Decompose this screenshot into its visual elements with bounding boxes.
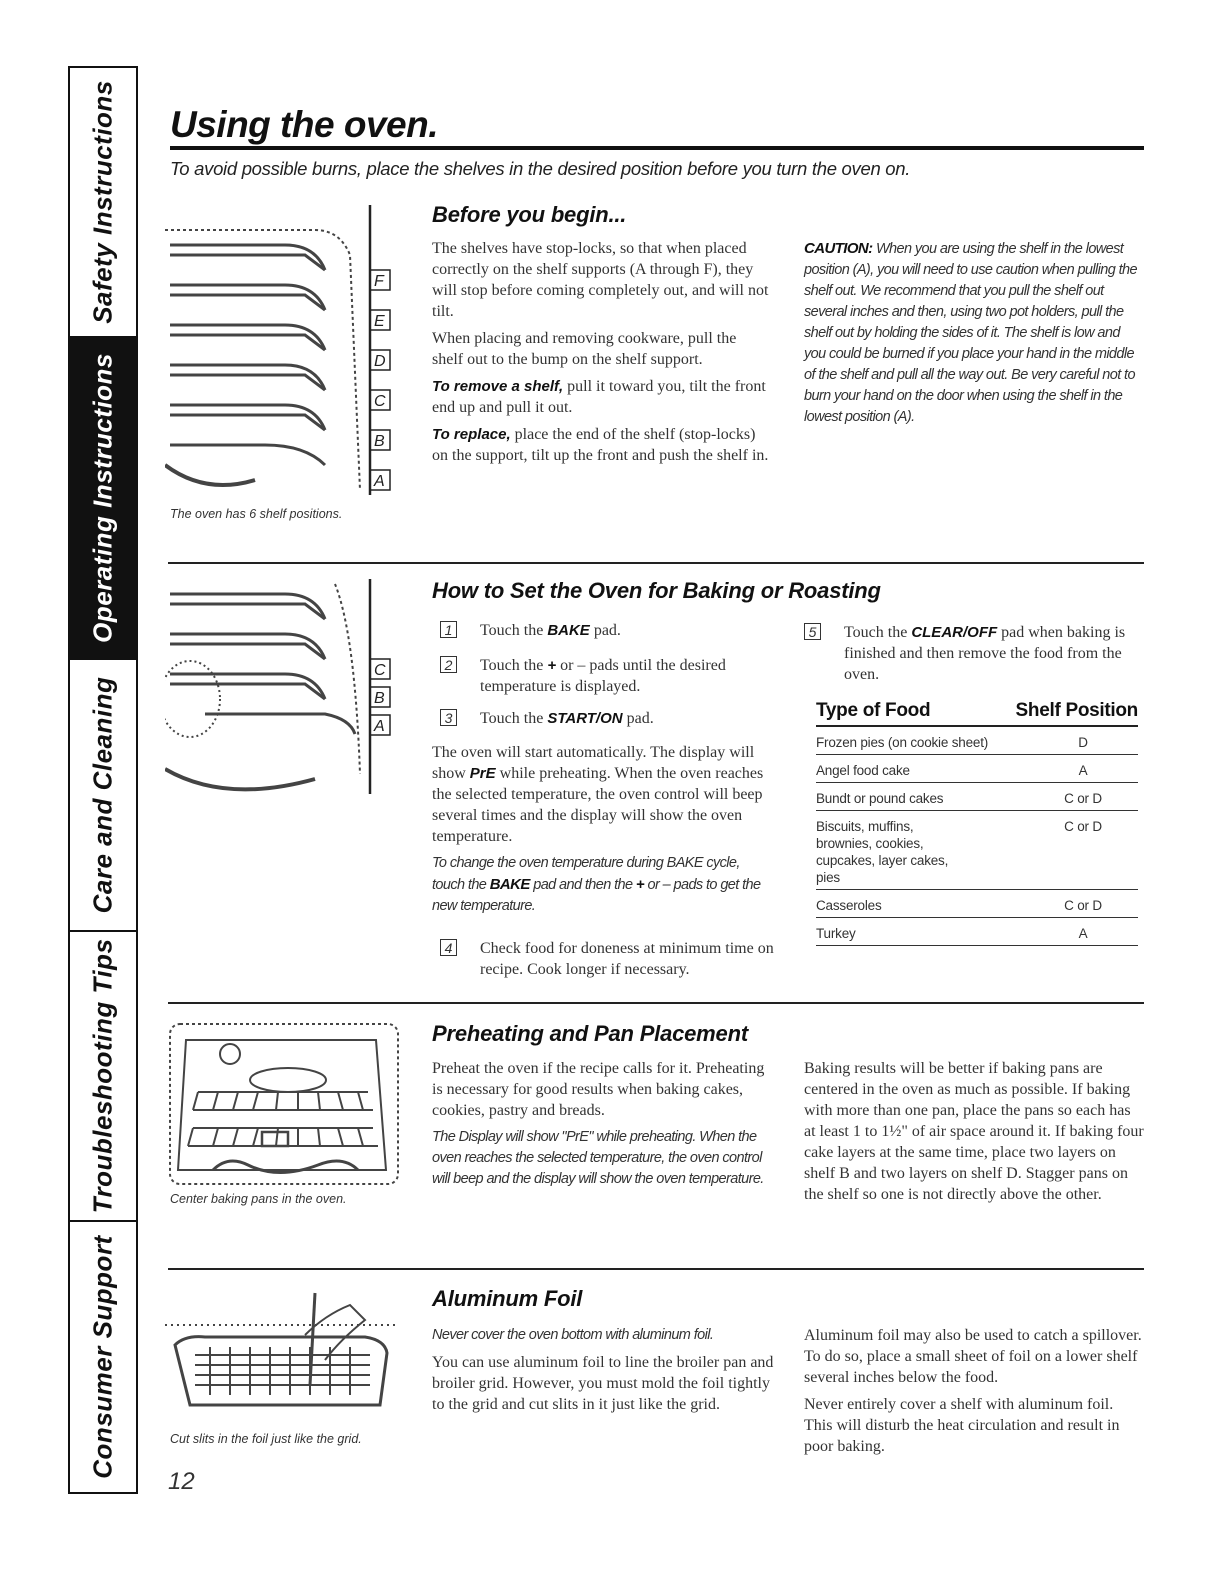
paragraph (432, 853, 772, 917)
shelf-letter: A (374, 718, 385, 735)
position-cell: C or D (1064, 898, 1102, 913)
lead-text: To remove a shelf, (432, 378, 564, 395)
oven-shelves-illustration (165, 200, 405, 500)
page-title: Using the oven. (170, 104, 438, 145)
tab-label: Consumer Support (87, 1235, 118, 1479)
food-cell: Angel food cake (816, 763, 910, 778)
food-cell: Turkey (816, 926, 856, 941)
table-row (816, 727, 1138, 755)
tab-label: Safety Instructions (87, 80, 118, 324)
step-number: 2 (440, 656, 457, 673)
section-divider (168, 562, 1144, 564)
food-cell: Biscuits, muffins, brownies, cookies, cupcakes, layer cakes, pies (816, 819, 949, 885)
shelf-letter: B (374, 690, 385, 707)
paragraph: The shelves have stop-locks, so that when placed correctly on the shelf supports (A through F), they will stop before coming completely out, and will not tilt. (432, 240, 769, 320)
key-name: CLEAR/OFF (911, 624, 998, 641)
section-heading-foil: Aluminum Foil (432, 1286, 583, 1311)
paragraph (432, 424, 770, 466)
step-number: 3 (440, 709, 457, 726)
shelf-letter: E (374, 313, 385, 330)
paragraph-text: or – pads to get the new temperature. (432, 877, 761, 914)
column-header: Shelf Position (1015, 700, 1138, 721)
shelf-letter: C (374, 393, 386, 410)
display-code: PrE (469, 765, 496, 782)
position-cell: D (1078, 735, 1088, 750)
step-text: Touch the (480, 622, 548, 639)
step-text: Touch the (844, 624, 912, 641)
food-cell: Bundt or pound cakes (816, 791, 944, 806)
table-row (816, 783, 1138, 811)
paragraph: When placing and removing cookware, pull the shelf out to the bump on the shelf support. (432, 330, 737, 368)
column-header: Type of Food (816, 700, 931, 721)
table-row (816, 890, 1138, 918)
step-text: pad. (622, 710, 654, 727)
shelf-caption: The oven has 6 shelf positions. (170, 507, 343, 521)
section-heading-before: Before you begin... (432, 202, 627, 227)
paragraph: Never cover the oven bottom with aluminum foil. (432, 1327, 714, 1343)
title-rule (170, 146, 1144, 150)
foil-caption: Cut slits in the foil just like the grid. (170, 1432, 362, 1446)
pan-caption: Center baking pans in the oven. (170, 1192, 347, 1206)
tab-label: Troubleshooting Tips (87, 938, 118, 1214)
position-cell: A (1078, 926, 1088, 941)
shelf-letter: F (374, 273, 384, 290)
paragraph-text: pad and then the (529, 877, 636, 893)
table-row (816, 918, 1138, 946)
oven-baking-illustration (165, 574, 405, 804)
section-divider (168, 1002, 1144, 1004)
step-text: Touch the (480, 657, 548, 674)
tab-troubleshooting-tips[interactable] (70, 932, 136, 1222)
step-text: or – pads until the desired temperature is displayed. (480, 657, 726, 695)
step-number: 5 (804, 623, 821, 640)
oven-pan-placement-illustration (168, 1020, 403, 1190)
paragraph-text: while preheating. When the oven reaches the selected temperature, the oven control will beep several times and the display will show the oven temperature. (432, 765, 764, 845)
caution-note (804, 238, 1144, 428)
paragraph: Baking results will be better if baking pans are centered in the oven as much as possible. If baking with more than one pan, place the pans so each has at least 1 to 1½" of air space around it. If baking four cake layers at the same time, place two layers on shelf B and two layers on shelf D. Stagger pans on the shelf so one is not directly above the other. (804, 1060, 1144, 1203)
step-text: Check food for doneness at minimum time on recipe. Cook longer if necessary. (480, 940, 774, 978)
tab-care-and-cleaning[interactable] (70, 660, 136, 932)
broiler-foil-illustration (165, 1285, 405, 1425)
sidebar-nav (68, 66, 138, 1494)
paragraph-text: pull it toward you, tilt the front end up and pull it out. (432, 378, 766, 416)
page-number: 12 (168, 1468, 195, 1495)
page-subtitle: To avoid possible burns, place the shelves in the desired position before you turn the oven on. (170, 158, 911, 179)
table-header (816, 700, 1138, 727)
shelf-letter: C (374, 662, 386, 679)
step-number: 1 (440, 621, 457, 638)
food-cell: Frozen pies (on cookie sheet) (816, 735, 989, 750)
position-cell: C or D (1064, 819, 1102, 834)
key-name: + (547, 657, 557, 674)
food-cell: Casseroles (816, 898, 882, 913)
tab-consumer-support[interactable] (70, 1222, 136, 1492)
step-text: pad when baking is finished and then remove the food from the oven. (844, 624, 1126, 683)
position-cell: A (1078, 763, 1088, 778)
shelf-letter: D (374, 353, 386, 370)
caution-text: When you are using the shelf in the lowest position (A), you will need to use caution when pulling the shelf out. We recommend that you pull the shelf out several inches and then, using two pot holders, pull the shelf out by holding the sides of it. The shelf is low and you could be burned if you place your hand in the middle of the shelf and pull all the way out. Be very careful not to burn your hand on the door when using the shelf in the lowest position (A). (804, 241, 1137, 425)
step-text: pad. (589, 622, 621, 639)
key-name: + (635, 876, 645, 893)
tab-safety-instructions[interactable] (70, 68, 136, 338)
pan-placement-body (804, 1058, 1144, 1211)
baking-body (432, 742, 772, 923)
caution-label: CAUTION: (804, 240, 873, 257)
paragraph: Aluminum foil may also be used to catch a spillover. To do so, place a small sheet of foil on a lower shelf several inches below the food. (804, 1327, 1142, 1386)
lead-text: To replace, (432, 426, 511, 443)
section-heading-preheating: Preheating and Pan Placement (432, 1021, 748, 1046)
step-number: 4 (440, 939, 457, 956)
foil-body-right (804, 1325, 1144, 1463)
paragraph-text: The oven will start automatically. The display will show (432, 744, 755, 782)
preheating-body (432, 1058, 777, 1196)
shelf-letter: A (374, 473, 385, 490)
foil-body (432, 1325, 777, 1421)
shelf-position-table (816, 700, 1138, 946)
key-name: START/ON (547, 710, 623, 727)
position-cell: C or D (1064, 791, 1102, 806)
paragraph: You can use aluminum foil to line the broiler pan and broiler grid. However, you must mold the foil tightly to the grid and cut slits in it just like the grid. (432, 1354, 774, 1413)
table-row (816, 755, 1138, 783)
key-name: BAKE (489, 876, 530, 893)
tab-operating-instructions[interactable] (70, 338, 136, 660)
paragraph (432, 742, 772, 847)
paragraph: Never entirely cover a shelf with aluminum foil. This will disturb the heat circulation and result in poor baking. (804, 1396, 1120, 1455)
section-divider (168, 1268, 1144, 1270)
before-body (432, 238, 770, 472)
paragraph-text: To change the oven temperature during BAKE cycle, touch the (432, 855, 740, 893)
key-name: BAKE (547, 622, 590, 639)
paragraph-text: place the end of the shelf (stop-locks) on the support, tilt up the front and push the shelf in. (432, 426, 769, 464)
step-text: Touch the (480, 710, 548, 727)
section-heading-baking: How to Set the Oven for Baking or Roasting (432, 578, 881, 603)
paragraph: Preheat the oven if the recipe calls for it. Preheating is necessary for good results when baking cakes, cookies, pastry and breads. (432, 1060, 765, 1119)
table-row (816, 811, 1138, 890)
tab-label: Care and Cleaning (87, 676, 118, 914)
tab-label: Operating Instructions (87, 353, 118, 643)
paragraph (432, 376, 770, 418)
paragraph: The Display will show "PrE" while preheating. When the oven reaches the selected temperature, the oven control will beep and the display will show the oven temperature. (432, 1129, 764, 1187)
shelf-letter: B (374, 433, 385, 450)
